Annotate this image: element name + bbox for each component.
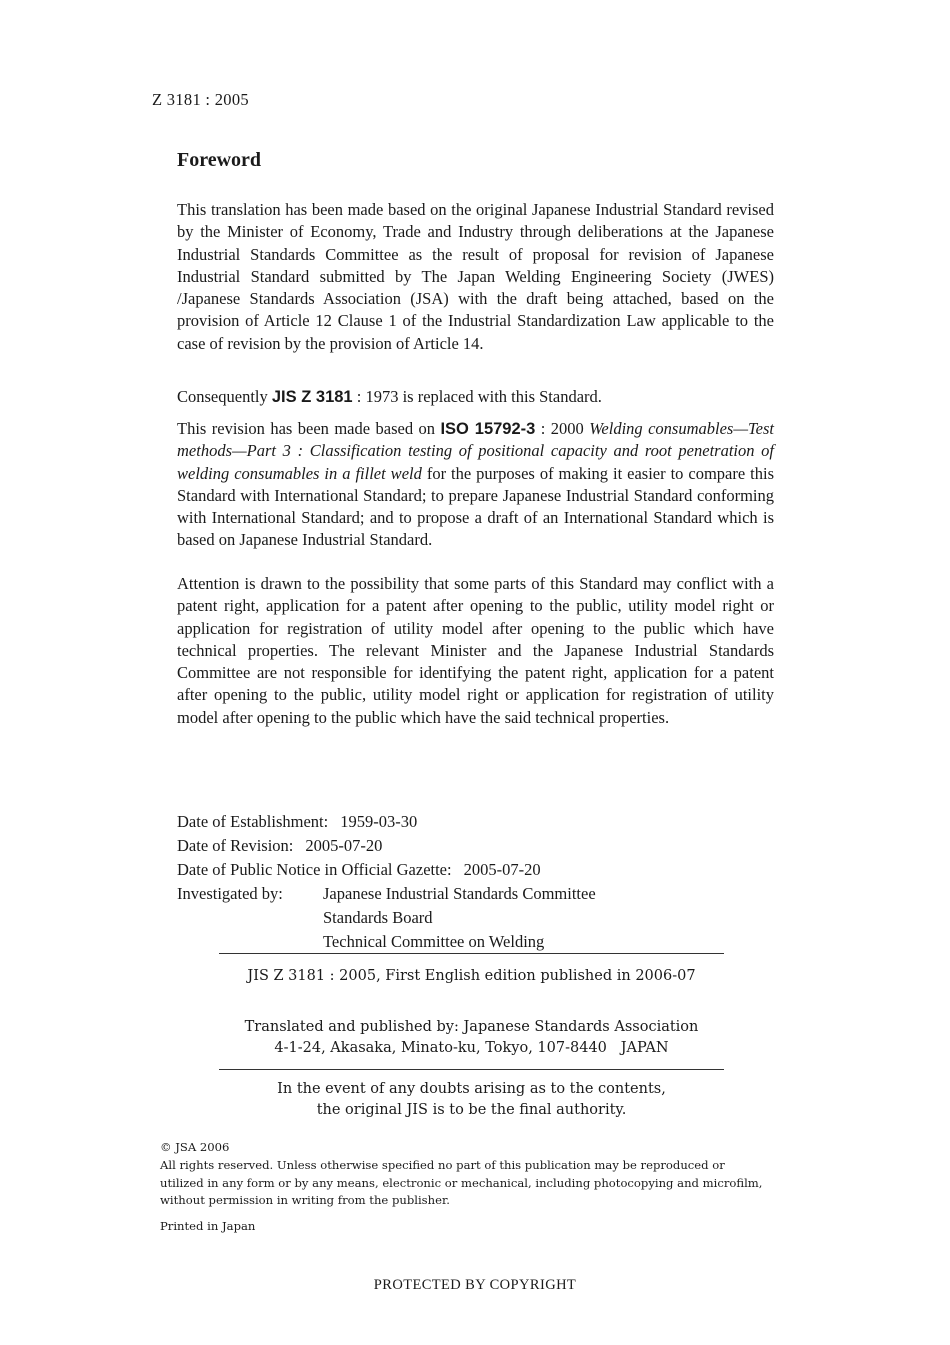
- printed-in: Printed in Japan: [160, 1219, 256, 1233]
- notice-label: Date of Public Notice in Official Gazette:: [177, 860, 452, 879]
- standard-reference: ISO 15792-3: [440, 420, 536, 438]
- divider: [219, 1069, 724, 1070]
- divider: [219, 953, 724, 954]
- foreword-paragraph-1: [177, 199, 774, 355]
- establishment-row: [177, 810, 596, 834]
- revision-label: Date of Revision:: [177, 836, 294, 855]
- authority-note: [219, 1079, 724, 1121]
- authority-note-line: the original JIS is to be the final authority.: [316, 1102, 627, 1118]
- authority-note-line: In the event of any doubts arising as to the contents,: [277, 1081, 666, 1097]
- date-info: [177, 810, 596, 954]
- investigated-label: Investigated by:: [177, 884, 283, 903]
- investigated-line: Japanese Industrial Standards Committee: [323, 884, 596, 903]
- standard-reference: JIS Z 3181: [271, 388, 353, 406]
- publisher-address: 4-1-24, Akasaka, Minato-ku, Tokyo, 107-8440 JAPAN: [274, 1040, 669, 1056]
- paragraph-text: Attention is drawn to the possibility that some parts of this Standard may conflict with a patent right, application for a patent after opening to the public, utility model right or application for registration of utility model after opening to the public which have technical properties. The relevant Minister and the Japanese Industrial Standards Committee are not responsible for identifying the patent right, application for a patent after opening to the public, utility model right or application for registration of utility model after opening to the public which have the said technical properties.: [177, 574, 774, 727]
- document-id: Z 3181 : 2005: [152, 90, 249, 109]
- revision-value: 2005-07-20: [305, 836, 383, 855]
- edition-line: JIS Z 3181 : 2005, First English edition published in 2006-07: [247, 968, 696, 984]
- paragraph-text: : 1973 is replaced with this Standard.: [352, 387, 602, 406]
- investigated-line: Standards Board: [323, 908, 433, 927]
- footer-copyright: PROTECTED BY COPYRIGHT: [373, 1277, 577, 1293]
- rights-statement: All rights reserved. Unless otherwise specified no part of this publication may be reproduced or utilized in any form or by any means, electronic or mechanical, including photocopying and microfilm, without permission in writing from the publisher.: [160, 1158, 763, 1207]
- paragraph-text: Consequently: [177, 387, 272, 406]
- foreword-paragraph-3: [177, 418, 774, 552]
- publisher-line: Translated and published by: Japanese Standards Association: [244, 1019, 699, 1035]
- investigated-line: Technical Committee on Welding: [323, 932, 545, 951]
- foreword-paragraph-4: [177, 573, 774, 729]
- investigated-values: [323, 882, 596, 954]
- standard-title: Welding consumables—Test methods—Part 3 : Classification testing of positional capacity and root penetration of welding consumables in a fillet weld: [177, 419, 775, 483]
- investigated-row: [177, 882, 596, 954]
- notice-value: 2005-07-20: [463, 860, 541, 879]
- paragraph-text: for the purposes of making it easier to compare this Standard with International Standard; to prepare Japanese Industrial Standard conforming with International Standard; and to propose a draft of an International Standard which is based on Japanese Industrial Standard.: [177, 463, 775, 550]
- paragraph-text: This translation has been made based on the original Japanese Industrial Standard revised by the Minister of Economy, Trade and Industry through deliberations at the Japanese Industrial Standards Committee as the result of proposal for revision of Japanese Industrial Standard submitted by The Japan Welding Engineering Society (JWES) /Japanese Standards Association (JSA) with the draft being attached, based on the provision of Article 12 Clause 1 of the Industrial Standardization Law applicable to the case of revision by the provision of Article 14.: [177, 200, 774, 353]
- paragraph-text: : 2000: [535, 419, 590, 438]
- revision-row: [177, 834, 596, 858]
- notice-row: [177, 858, 596, 882]
- foreword-paragraph-2: [177, 386, 774, 408]
- establishment-value: 1959-03-30: [340, 812, 418, 831]
- publisher-block: [219, 1017, 724, 1059]
- copyright-notice: © JSA 2006: [160, 1140, 230, 1154]
- page-title: Foreword: [177, 149, 262, 171]
- establishment-label: Date of Establishment:: [177, 812, 329, 831]
- paragraph-text: This revision has been made based on: [177, 419, 441, 438]
